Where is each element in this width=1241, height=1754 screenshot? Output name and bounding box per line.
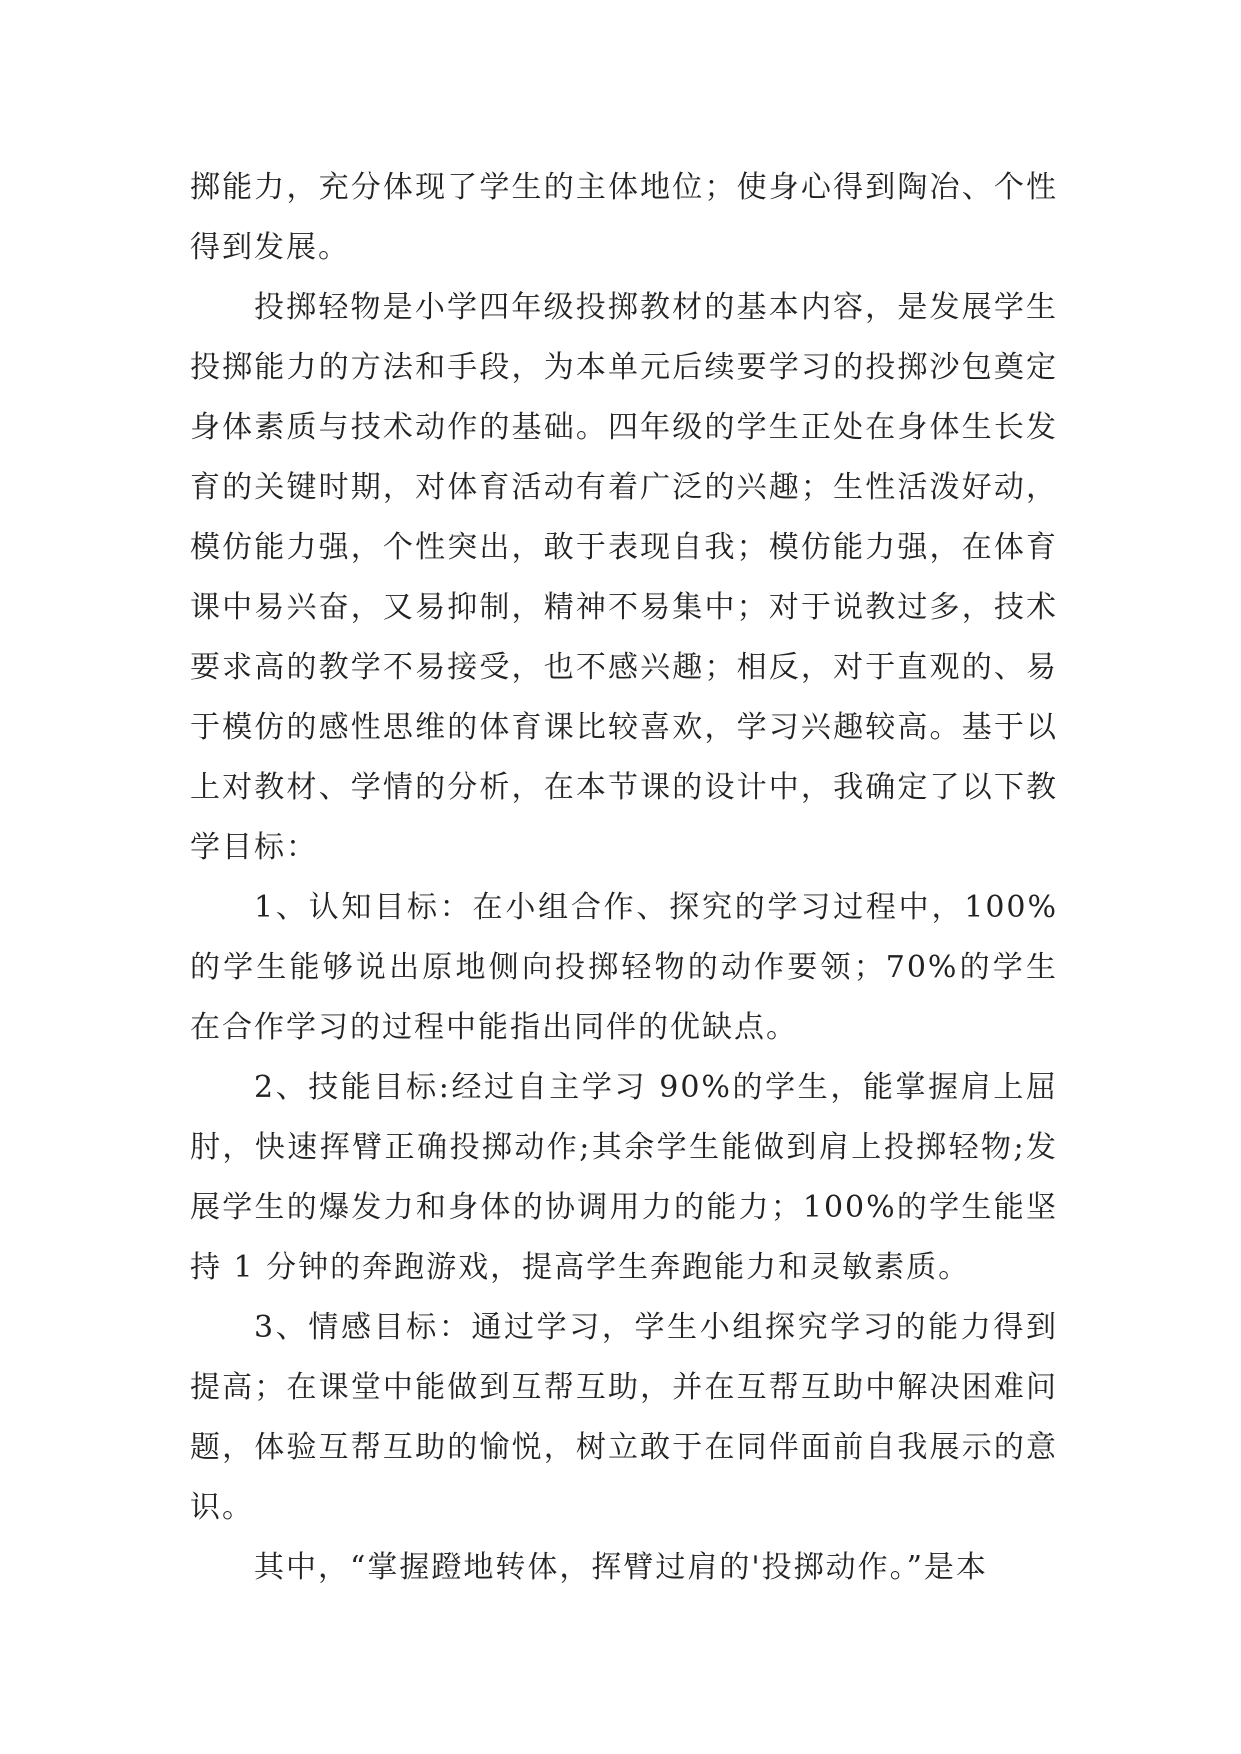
paragraph-analysis: 投掷轻物是小学四年级投掷教材的基本内容，是发展学生投掷能力的方法和手段，为本单元后续要学习的投掷沙包奠定身体素质与技术动作的基础。四年级的学生正处在身体生长发育的关键时期，对体育活动有着广泛的兴趣；生性活泼好动，模仿能力强，个性突出，敢于表现自我；模仿能力强，在体育课中易兴奋，又易抑制，精神不易集中；对于说教过多，技术要求高的教学不易接受，也不感兴趣；相反，对于直观的、易于模仿的感性思维的体育课比较喜欢，学习兴趣较高。基于以上对教材、学情的分析，在本节课的设计中，我确定了以下教学目标： <box>190 290 1058 865</box>
document-page <box>190 158 1058 1598</box>
paragraph-continuation: 掷能力，充分体现了学生的主体地位；使身心得到陶冶、个性得到发展。 <box>190 170 1058 265</box>
paragraph-emotional-goal: 3、情感目标：通过学习，学生小组探究学习的能力得到提高；在课堂中能做到互帮互助，并在互帮互助中解决困难问题，体验互帮互助的愉悦，树立敢于在同伴面前自我展示的意识。 <box>190 1310 1058 1525</box>
paragraph-skill-goal: 2、技能目标:经过自主学习 90%的学生，能掌握肩上屈肘，快速挥臂正确投掷动作;其余学生能做到肩上投掷轻物;发展学生的爆发力和身体的协调用力的能力；100%的学生能坚持 1 分钟的奔跑游戏，提高学生奔跑能力和灵敏素质。 <box>190 1070 1058 1285</box>
paragraph-key-point: 其中，“掌握蹬地转体，挥臂过肩的'投掷动作。”是本 <box>254 1550 988 1585</box>
paragraph-cognitive-goal: 1、认知目标：在小组合作、探究的学习过程中，100%的学生能够说出原地侧向投掷轻物的动作要领；70%的学生在合作学习的过程中能指出同伴的优缺点。 <box>190 890 1058 1045</box>
